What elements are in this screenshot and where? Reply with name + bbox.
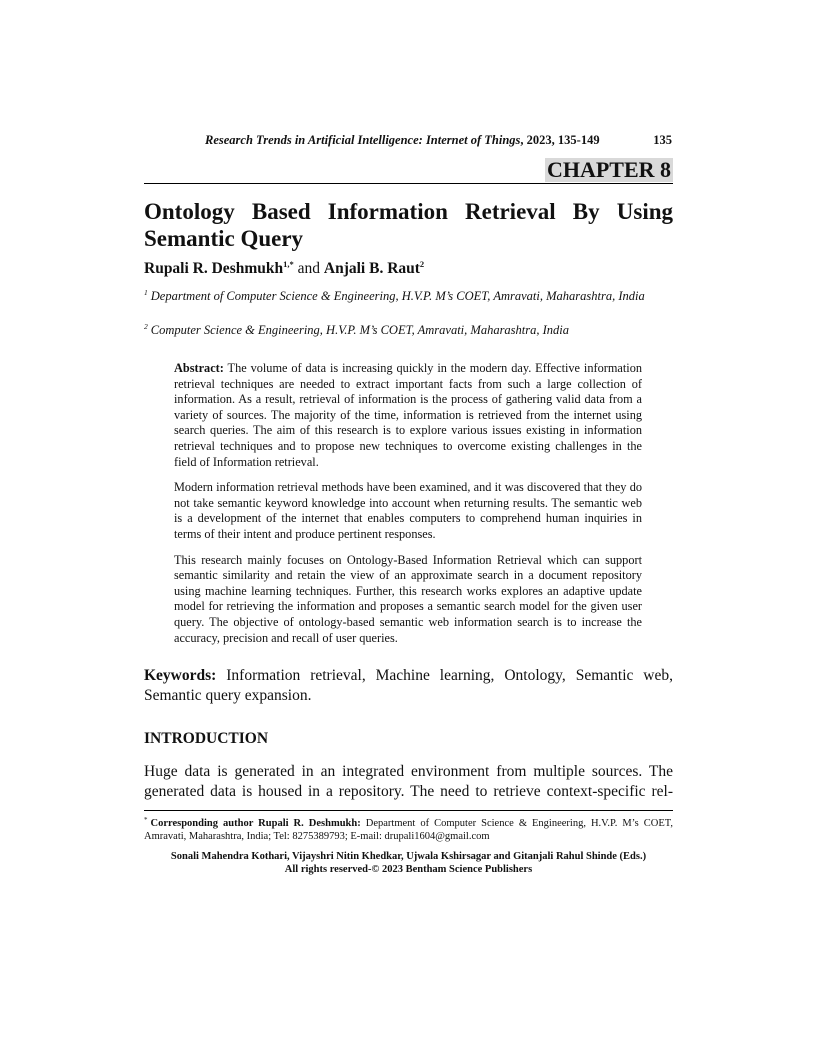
affiliation	[144, 319, 673, 339]
abstract-paragraph: This research mainly focuses on Ontology-Based Information Retrieval which can support semantic similarity and retain the view of an approximate search in a document repository using machine learning techniques. Further, this research works explores an adaptive update model for retrieving the information and proposes a semantic search model for the given user query. The objective of ontology-based semantic web information search is to increase the accuracy, precision and recall of user queries.	[174, 552, 642, 645]
section-heading: INTRODUCTION	[144, 730, 269, 747]
author-marks: 2	[419, 259, 425, 269]
affiliation-text: Computer Science & Engineering, H.V.P. M’s COET, Amravati, Maharashtra, India	[150, 323, 570, 337]
keywords-text: Information retrieval, Machine learning, Ontology, Semantic web, Semantic query expansion.	[144, 667, 673, 704]
book-details: , 2023, 135-149	[520, 133, 600, 147]
abstract-paragraph	[174, 361, 642, 470]
abstract	[174, 361, 642, 656]
abstract-label: Abstract:	[174, 361, 224, 375]
chapter-title: Ontology Based Information Retrieval By Using Semantic Query	[144, 199, 673, 251]
author-name: Anjali B. Raut	[323, 260, 420, 277]
publisher-block	[144, 850, 673, 876]
rights-line: All rights reserved-© 2023 Bentham Science Publishers	[284, 864, 533, 875]
keywords-label: Keywords:	[144, 667, 217, 684]
footnote-mark: *	[144, 816, 148, 824]
abstract-paragraph: Modern information retrieval methods have been examined, and it was discovered that they do not take semantic keyword knowledge into account when returning results. The semantic web is a development of the internet that enables computers to comprehend human inquiries in terms of their intent and produce pertinent responses.	[174, 480, 642, 541]
footnote-label: Corresponding author Rupali R. Deshmukh:	[150, 818, 361, 829]
body-paragraph: Huge data is generated in an integrated environment from multiple sources. The generated data is housed in a repository. The need to retrieve context-specific rel-	[144, 763, 673, 800]
editors-line: Sonali Mahendra Kothari, Vijayshri Nitin Khedkar, Ujwala Kshirsagar and Gitanjali Rahul Shinde (Eds.)	[170, 851, 647, 862]
page-number: 135	[653, 133, 672, 147]
chapter-label: CHAPTER 8	[546, 157, 671, 182]
footnote	[144, 814, 673, 843]
author-line	[144, 259, 673, 278]
book-title: Research Trends in Artificial Intelligence: Internet of Things	[205, 133, 521, 147]
affiliation-mark: 2	[144, 322, 148, 331]
affiliation	[144, 285, 673, 305]
keywords	[144, 666, 673, 706]
author-conjunction: and	[293, 260, 324, 277]
author-name: Rupali R. Deshmukh	[144, 260, 284, 277]
abstract-text: The volume of data is increasing quickly in the modern day. Effective information retrieval techniques are needed to extract important facts from such a large collection of information. As a result, retrieval of information is the process of gathering valid data from a variety of sources. The majority of the time, information is retrieved from the internet using search queries. The aim of this research is to explore various issues existing in information retrieval techniques and to propose new techniques to overcome existing challenges in the field of Information retrieval.	[174, 361, 642, 469]
author-marks: 1,*	[283, 259, 294, 269]
footnote-divider	[144, 810, 673, 811]
footnote-text: Department of Computer Science & Engineering, H.V.P. M’s COET, Amravati, Maharashtra, India; Tel: 8275389793; E-mail: drupali1604@gmail.com	[144, 818, 673, 842]
affiliation-text: Department of Computer Science & Engineering, H.V.P. M’s COET, Amravati, Maharashtra, India	[150, 289, 645, 303]
affiliation-mark: 1	[144, 288, 148, 297]
chapter-banner	[144, 158, 673, 184]
running-head	[205, 133, 673, 148]
